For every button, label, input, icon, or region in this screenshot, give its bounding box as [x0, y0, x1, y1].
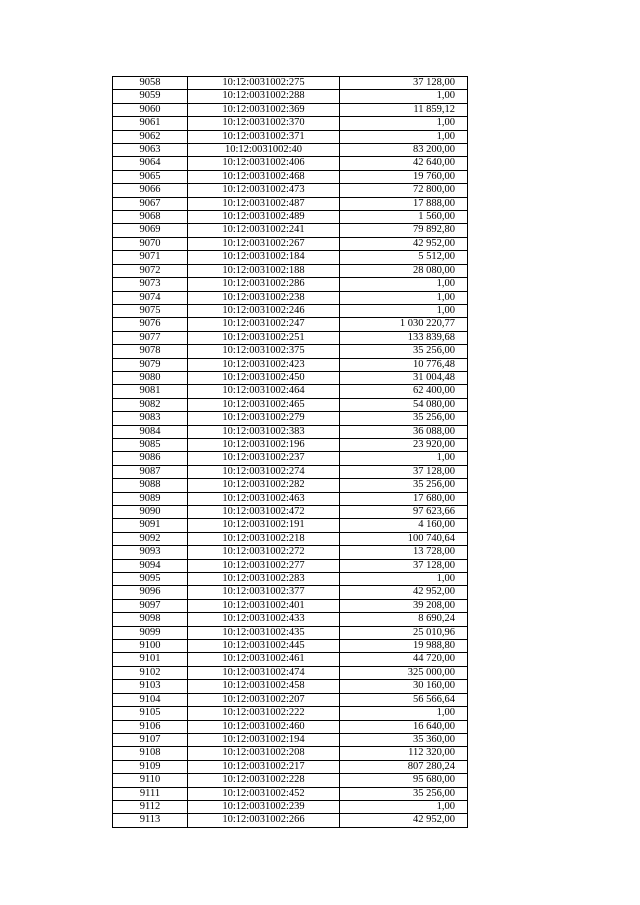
table-row [113, 465, 468, 478]
row-number-cell: 9065 [113, 170, 188, 183]
value-cell: 5 512,00 [340, 251, 468, 264]
value-cell: 1,00 [340, 304, 468, 317]
row-number-cell: 9097 [113, 599, 188, 612]
cadastral-number-cell: 10:12:0031002:288 [188, 90, 340, 103]
row-number-cell: 9109 [113, 760, 188, 773]
cadastral-number-cell: 10:12:0031002:274 [188, 465, 340, 478]
value-cell: 30 160,00 [340, 680, 468, 693]
table-row [113, 733, 468, 746]
cadastral-number-cell: 10:12:0031002:239 [188, 800, 340, 813]
row-number-cell: 9098 [113, 613, 188, 626]
table-row [113, 398, 468, 411]
table-row [113, 170, 468, 183]
table-row [113, 318, 468, 331]
value-cell: 28 080,00 [340, 264, 468, 277]
table-row [113, 358, 468, 371]
row-number-cell: 9078 [113, 345, 188, 358]
table-row [113, 425, 468, 438]
value-cell: 37 128,00 [340, 77, 468, 90]
value-cell: 16 640,00 [340, 720, 468, 733]
table-row [113, 278, 468, 291]
table-row [113, 814, 468, 827]
cadastral-number-cell: 10:12:0031002:465 [188, 398, 340, 411]
table-row [113, 130, 468, 143]
cadastral-number-cell: 10:12:0031002:452 [188, 787, 340, 800]
table-row [113, 573, 468, 586]
cadastral-number-cell: 10:12:0031002:194 [188, 733, 340, 746]
row-number-cell: 9090 [113, 506, 188, 519]
table-row [113, 304, 468, 317]
table-row [113, 546, 468, 559]
row-number-cell: 9085 [113, 438, 188, 451]
table-row [113, 371, 468, 384]
row-number-cell: 9060 [113, 103, 188, 116]
row-number-cell: 9081 [113, 385, 188, 398]
value-cell: 31 004,48 [340, 371, 468, 384]
cadastral-number-cell: 10:12:0031002:369 [188, 103, 340, 116]
cadastral-number-cell: 10:12:0031002:461 [188, 653, 340, 666]
row-number-cell: 9066 [113, 184, 188, 197]
value-cell: 807 280,24 [340, 760, 468, 773]
row-number-cell: 9063 [113, 144, 188, 157]
value-cell: 1 030 220,77 [340, 318, 468, 331]
table-row [113, 331, 468, 344]
cadastral-number-cell: 10:12:0031002:463 [188, 492, 340, 505]
row-number-cell: 9110 [113, 774, 188, 787]
cadastral-number-cell: 10:12:0031002:472 [188, 506, 340, 519]
cadastral-number-cell: 10:12:0031002:208 [188, 747, 340, 760]
value-cell: 54 080,00 [340, 398, 468, 411]
row-number-cell: 9064 [113, 157, 188, 170]
row-number-cell: 9108 [113, 747, 188, 760]
cadastral-number-cell: 10:12:0031002:279 [188, 412, 340, 425]
value-cell: 56 566,64 [340, 693, 468, 706]
value-cell: 37 128,00 [340, 559, 468, 572]
table-row [113, 77, 468, 90]
table-row [113, 747, 468, 760]
cadastral-number-cell: 10:12:0031002:217 [188, 760, 340, 773]
value-cell: 72 800,00 [340, 184, 468, 197]
cadastral-number-cell: 10:12:0031002:282 [188, 479, 340, 492]
value-cell: 1,00 [340, 707, 468, 720]
row-number-cell: 9071 [113, 251, 188, 264]
table-row [113, 224, 468, 237]
table-row [113, 117, 468, 130]
value-cell: 1,00 [340, 800, 468, 813]
row-number-cell: 9087 [113, 465, 188, 478]
row-number-cell: 9070 [113, 237, 188, 250]
table-row [113, 680, 468, 693]
row-number-cell: 9082 [113, 398, 188, 411]
table-row [113, 800, 468, 813]
row-number-cell: 9107 [113, 733, 188, 746]
value-cell: 35 256,00 [340, 787, 468, 800]
cadastral-number-cell: 10:12:0031002:246 [188, 304, 340, 317]
cadastral-number-cell: 10:12:0031002:383 [188, 425, 340, 438]
table-row [113, 492, 468, 505]
row-number-cell: 9075 [113, 304, 188, 317]
value-cell: 11 859,12 [340, 103, 468, 116]
cadastral-number-cell: 10:12:0031002:468 [188, 170, 340, 183]
cadastral-number-cell: 10:12:0031002:435 [188, 626, 340, 639]
value-cell: 1 560,00 [340, 211, 468, 224]
cadastral-number-cell: 10:12:0031002:286 [188, 278, 340, 291]
cadastral-number-cell: 10:12:0031002:196 [188, 438, 340, 451]
cadastral-number-cell: 10:12:0031002:370 [188, 117, 340, 130]
cadastral-number-cell: 10:12:0031002:188 [188, 264, 340, 277]
table-row [113, 559, 468, 572]
table-row [113, 184, 468, 197]
value-cell: 8 690,24 [340, 613, 468, 626]
value-cell: 37 128,00 [340, 465, 468, 478]
value-cell: 1,00 [340, 130, 468, 143]
cadastral-number-cell: 10:12:0031002:433 [188, 613, 340, 626]
row-number-cell: 9088 [113, 479, 188, 492]
table-row [113, 157, 468, 170]
value-cell: 10 776,48 [340, 358, 468, 371]
value-cell: 112 320,00 [340, 747, 468, 760]
table-row [113, 586, 468, 599]
table-row [113, 197, 468, 210]
cadastral-number-cell: 10:12:0031002:489 [188, 211, 340, 224]
cadastral-number-cell: 10:12:0031002:40 [188, 144, 340, 157]
table-row [113, 251, 468, 264]
table-row [113, 103, 468, 116]
cadastral-number-cell: 10:12:0031002:237 [188, 452, 340, 465]
value-cell: 19 988,80 [340, 640, 468, 653]
table-row [113, 479, 468, 492]
row-number-cell: 9106 [113, 720, 188, 733]
row-number-cell: 9068 [113, 211, 188, 224]
table-row [113, 438, 468, 451]
table-row [113, 720, 468, 733]
row-number-cell: 9076 [113, 318, 188, 331]
table-row [113, 264, 468, 277]
cadastral-number-cell: 10:12:0031002:266 [188, 814, 340, 827]
table-row [113, 385, 468, 398]
value-cell: 1,00 [340, 90, 468, 103]
table-row [113, 532, 468, 545]
table-row [113, 291, 468, 304]
cadastral-number-cell: 10:12:0031002:377 [188, 586, 340, 599]
row-number-cell: 9112 [113, 800, 188, 813]
cadastral-number-cell: 10:12:0031002:487 [188, 197, 340, 210]
cadastral-number-cell: 10:12:0031002:375 [188, 345, 340, 358]
row-number-cell: 9092 [113, 532, 188, 545]
cadastral-number-cell: 10:12:0031002:473 [188, 184, 340, 197]
row-number-cell: 9080 [113, 371, 188, 384]
table-row [113, 90, 468, 103]
row-number-cell: 9079 [113, 358, 188, 371]
table-row [113, 211, 468, 224]
row-number-cell: 9111 [113, 787, 188, 800]
row-number-cell: 9077 [113, 331, 188, 344]
value-cell: 42 640,00 [340, 157, 468, 170]
cadastral-number-cell: 10:12:0031002:247 [188, 318, 340, 331]
table-row [113, 640, 468, 653]
row-number-cell: 9096 [113, 586, 188, 599]
table-row [113, 707, 468, 720]
row-number-cell: 9074 [113, 291, 188, 304]
row-number-cell: 9084 [113, 425, 188, 438]
cadastral-number-cell: 10:12:0031002:474 [188, 666, 340, 679]
value-cell: 1,00 [340, 117, 468, 130]
cadastral-number-cell: 10:12:0031002:277 [188, 559, 340, 572]
value-cell: 1,00 [340, 573, 468, 586]
table-row [113, 774, 468, 787]
row-number-cell: 9113 [113, 814, 188, 827]
cadastral-number-cell: 10:12:0031002:371 [188, 130, 340, 143]
value-cell: 42 952,00 [340, 237, 468, 250]
row-number-cell: 9072 [113, 264, 188, 277]
row-number-cell: 9093 [113, 546, 188, 559]
value-cell: 133 839,68 [340, 331, 468, 344]
row-number-cell: 9095 [113, 573, 188, 586]
value-cell: 325 000,00 [340, 666, 468, 679]
value-cell: 44 720,00 [340, 653, 468, 666]
value-cell: 19 760,00 [340, 170, 468, 183]
cadastral-number-cell: 10:12:0031002:275 [188, 77, 340, 90]
cadastral-number-cell: 10:12:0031002:445 [188, 640, 340, 653]
row-number-cell: 9067 [113, 197, 188, 210]
cadastral-number-cell: 10:12:0031002:238 [188, 291, 340, 304]
value-cell: 35 360,00 [340, 733, 468, 746]
value-cell: 39 208,00 [340, 599, 468, 612]
cadastral-number-cell: 10:12:0031002:267 [188, 237, 340, 250]
value-cell: 97 623,66 [340, 506, 468, 519]
table-row [113, 626, 468, 639]
table-row [113, 760, 468, 773]
row-number-cell: 9101 [113, 653, 188, 666]
value-cell: 25 010,96 [340, 626, 468, 639]
cadastral-number-cell: 10:12:0031002:283 [188, 573, 340, 586]
cadastral-number-cell: 10:12:0031002:207 [188, 693, 340, 706]
cadastral-number-cell: 10:12:0031002:228 [188, 774, 340, 787]
value-cell: 17 888,00 [340, 197, 468, 210]
table-row [113, 144, 468, 157]
value-cell: 79 892,80 [340, 224, 468, 237]
cadastral-number-cell: 10:12:0031002:241 [188, 224, 340, 237]
value-cell: 17 680,00 [340, 492, 468, 505]
table-row [113, 599, 468, 612]
cadastral-number-cell: 10:12:0031002:460 [188, 720, 340, 733]
cadastral-number-cell: 10:12:0031002:423 [188, 358, 340, 371]
cadastral-number-cell: 10:12:0031002:406 [188, 157, 340, 170]
table-row [113, 787, 468, 800]
row-number-cell: 9073 [113, 278, 188, 291]
cadastral-number-cell: 10:12:0031002:222 [188, 707, 340, 720]
value-cell: 13 728,00 [340, 546, 468, 559]
table-row [113, 653, 468, 666]
value-cell: 35 256,00 [340, 345, 468, 358]
table-row [113, 345, 468, 358]
row-number-cell: 9059 [113, 90, 188, 103]
table-body [113, 77, 468, 828]
cadastral-number-cell: 10:12:0031002:251 [188, 331, 340, 344]
cadastral-number-cell: 10:12:0031002:458 [188, 680, 340, 693]
cadastral-number-cell: 10:12:0031002:184 [188, 251, 340, 264]
row-number-cell: 9102 [113, 666, 188, 679]
value-cell: 35 256,00 [340, 479, 468, 492]
value-cell: 95 680,00 [340, 774, 468, 787]
value-cell: 1,00 [340, 278, 468, 291]
row-number-cell: 9091 [113, 519, 188, 532]
value-cell: 62 400,00 [340, 385, 468, 398]
cadastral-number-cell: 10:12:0031002:450 [188, 371, 340, 384]
row-number-cell: 9069 [113, 224, 188, 237]
table-row [113, 506, 468, 519]
row-number-cell: 9086 [113, 452, 188, 465]
value-cell: 100 740,64 [340, 532, 468, 545]
row-number-cell: 9103 [113, 680, 188, 693]
row-number-cell: 9083 [113, 412, 188, 425]
cadastral-number-cell: 10:12:0031002:218 [188, 532, 340, 545]
row-number-cell: 9104 [113, 693, 188, 706]
table-row [113, 412, 468, 425]
table-row [113, 613, 468, 626]
row-number-cell: 9099 [113, 626, 188, 639]
row-number-cell: 9105 [113, 707, 188, 720]
table-row [113, 452, 468, 465]
value-cell: 23 920,00 [340, 438, 468, 451]
value-cell: 35 256,00 [340, 412, 468, 425]
table-row [113, 519, 468, 532]
table-row [113, 666, 468, 679]
value-cell: 42 952,00 [340, 586, 468, 599]
row-number-cell: 9094 [113, 559, 188, 572]
value-cell: 1,00 [340, 452, 468, 465]
row-number-cell: 9100 [113, 640, 188, 653]
table-row [113, 693, 468, 706]
value-cell: 1,00 [340, 291, 468, 304]
value-cell: 42 952,00 [340, 814, 468, 827]
table-row [113, 237, 468, 250]
cadastral-number-cell: 10:12:0031002:272 [188, 546, 340, 559]
row-number-cell: 9061 [113, 117, 188, 130]
value-cell: 83 200,00 [340, 144, 468, 157]
cadastral-number-cell: 10:12:0031002:464 [188, 385, 340, 398]
row-number-cell: 9089 [113, 492, 188, 505]
cadastral-number-cell: 10:12:0031002:401 [188, 599, 340, 612]
row-number-cell: 9062 [113, 130, 188, 143]
value-cell: 4 160,00 [340, 519, 468, 532]
cadastral-number-cell: 10:12:0031002:191 [188, 519, 340, 532]
value-cell: 36 088,00 [340, 425, 468, 438]
cadastral-value-table [112, 76, 468, 828]
row-number-cell: 9058 [113, 77, 188, 90]
